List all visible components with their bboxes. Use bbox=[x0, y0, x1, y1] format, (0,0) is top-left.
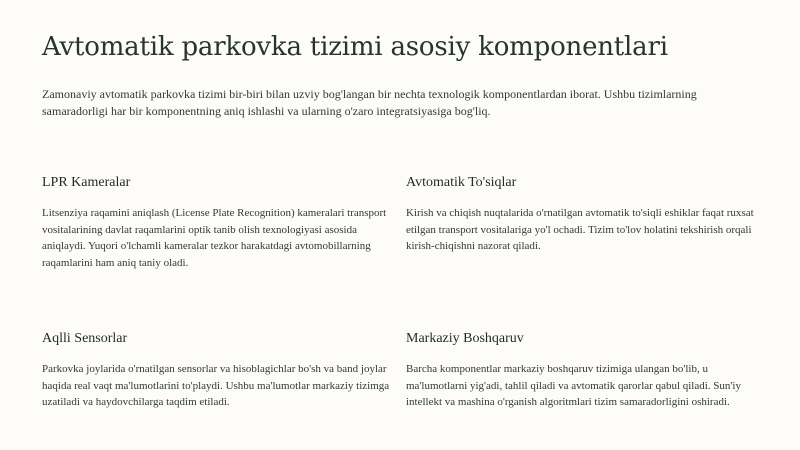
component-description: Parkovka joylarida o'rnatilgan sensorlar va hisoblagichlar bo'sh va band joylar haqida real vaqt ma'lumotlarini to'playdi. Ushbu ma'lumotlar markaziy tizimga uzatiladi va haydovchilarga taqdim etiladi. bbox=[42, 363, 390, 408]
component-description: Litsenziya raqamini aniqlash (License Plate Recognition) kameralari transport vositalarining davlat raqamlarini optik tanib olish texnologiyasi asosida aniqlaydi. Yuqori o'lchamli kameralar tezkor harakatdagi avtomobillarning raqamlarini ham aniq taniy oladi. bbox=[42, 207, 387, 269]
component-description: Barcha komponentlar markaziy boshqaruv tizimiga ulangan bo'lib, u ma'lumotlarni yig'adi, tahlil qiladi va avtomatik qarorlar qabul qiladi. Sun'iy intellekt va mashina o'rganish algoritmlari tizim samaradorligini oshiradi. bbox=[406, 363, 741, 408]
component-card-lpr-cameras bbox=[42, 174, 394, 271]
component-heading: Aqlli Sensorlar bbox=[42, 331, 128, 346]
component-heading: Markaziy Boshqaruv bbox=[406, 331, 524, 346]
component-card-smart-sensors bbox=[42, 330, 394, 411]
component-card-automatic-barriers bbox=[406, 174, 758, 255]
component-description: Kirish va chiqish nuqtalarida o'rnatilgan avtomatik to'siqli eshiklar faqat ruxsat etilgan transport vositalariga yo'l ochadi. Tizim to'lov holatini tekshirish orqali kirish-chiqishni nazorat qiladi. bbox=[406, 207, 754, 252]
component-heading: Avtomatik To'siqlar bbox=[406, 175, 517, 190]
component-heading: LPR Kameralar bbox=[42, 175, 131, 190]
page-title: Avtomatik parkovka tizimi asosiy komponentlari bbox=[42, 32, 668, 62]
component-card-central-control bbox=[406, 330, 758, 411]
intro-paragraph: Zamonaviy avtomatik parkovka tizimi bir-biri bilan uzviy bog'langan bir nechta texnologik komponentlardan iborat. Ushbu tizimlarning samaradorligi har bir komponentning aniq ishlashi va ularning o'zaro integratsiyasiga bog'liq. bbox=[42, 87, 697, 118]
